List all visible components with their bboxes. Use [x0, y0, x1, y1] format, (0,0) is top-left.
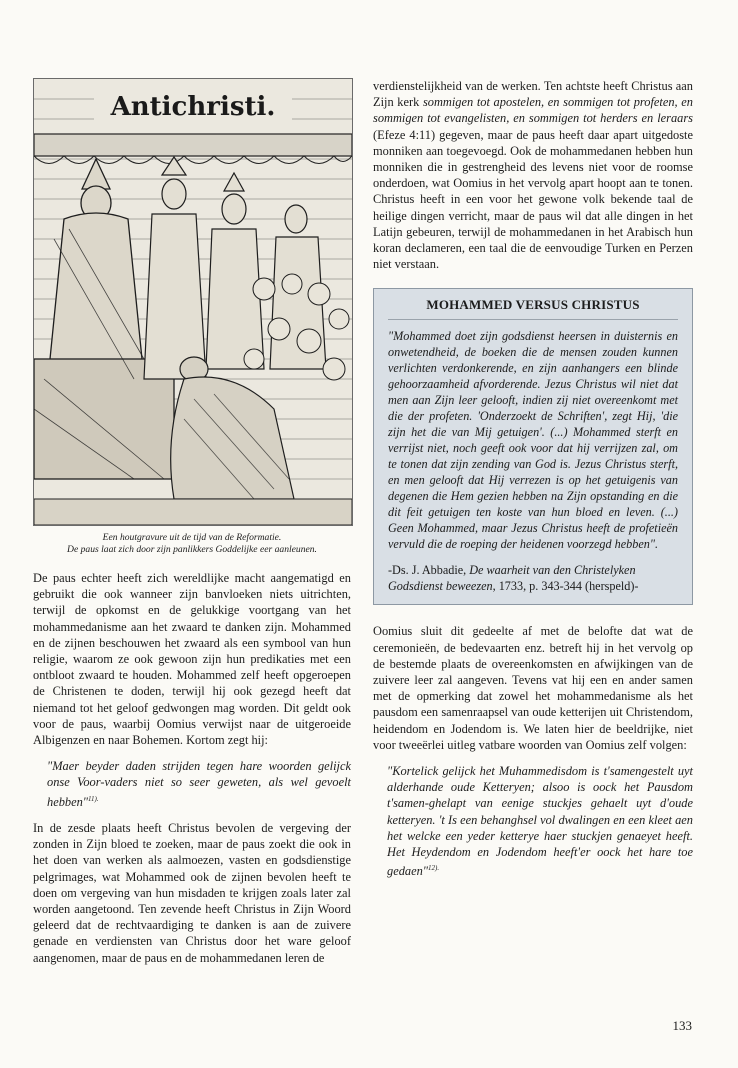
footnote-ref-12: 12).: [427, 864, 440, 873]
oomius-quote-1: [33, 758, 351, 810]
page-number: 133: [672, 1018, 692, 1033]
woodcut-illustration: [34, 79, 352, 525]
woodcut-title: Antichristi.: [110, 92, 276, 122]
figure-caption: [33, 532, 351, 556]
citation-details: , 1733, p. 343-344 (herspeld)-: [492, 579, 639, 594]
left-paragraph-1: De paus echter heeft zich wereldlijke macht aangematigd en gebruikt die ook wanneer zijn banvloeken niets uitrichten, terwijl de opkomst en de gelukkige voortgang van het mohammedanisme aan het zwaard te danken zijn. Mohammed en de zijnen beschouwen het zwaard als een symbool van hun religie, waarom ze ook gewoon zijn hun predikaties met een ontbloot zwaard te houden. Mohammed zelf heeft opgeroepen de Christenen te doden, terwijl hij ook gezegd heeft dat niemand tot het geloof gedwongen mag worden. Dit geldt ook voor de paus, waarbij Oomius verwijst naar de uitgeroeide Albigenzen en naar Bohemen. Kortom zegt hij:: [33, 571, 351, 748]
caption-line-2: De paus laat zich door zijn panlikkers Goddelijke eer aanleunen.: [67, 544, 317, 555]
right-column: [373, 78, 693, 890]
footnote-ref-11: 11).: [87, 794, 99, 803]
citation-author: -Ds. J. Abbadie,: [388, 563, 470, 578]
quote-2-text: "Kortelick gelijck het Muhammedisdom is t'samengestelt uyt alderhande oude Ketteryen; alsoo is oock het Pausdom t'samen-ghelapt van eenige stuckjes gehaelt uyt d'oude ketteryen. 't Is een behanghsel vol dwalingen en een kleet aen het welcke een yeder ketterye haer stuckjen genaeyet heeft. Het Heydendom en Jodendom heeft'er oock het hare toe gedaen": [387, 764, 693, 879]
right-p1-part-a: verdienstelijkheid van de werken. Ten achtste heeft Christus aan Zijn kerk: [373, 79, 693, 110]
citation-title: De waarheit van den Christelyken Godsdienst beweezen: [388, 563, 636, 594]
right-paragraph-2: Oomius sluit dit gedeelte af met de belofte dat wat de ceremonieën, de bedevaarten enz. betreft hij in het vervolg op de bestemde plaats de overeenkomsten en afwijkingen van de zuivere leer zal aangeven. Tevens vat hij een en ander samen met de opmerking dat zowel het mohammedanisme als het pausdom een samenraapsel van oude ketterijen uit Christendom, heidendom en Jodendom is. We laten hier de beeldrijke, niet voor tweeërlei uitleg vatbare woorden van Oomius zelf volgen:: [373, 624, 693, 752]
caption-line-1: Een houtgravure uit de tijd van de Reformatie.: [102, 532, 282, 543]
quote-1-text: "Maer beyder daden strijden tegen hare woorden gelijck onse Voor-vaders niet so seer geweten, als wel gevoelt hebben": [47, 759, 351, 809]
right-paragraph-1: [373, 78, 693, 272]
left-column: [33, 78, 351, 976]
box-title: MOHAMMED VERSUS CHRISTUS: [388, 297, 678, 320]
right-p1-part-b: (Efeze 4:11) gegeven, maar de paus heeft daar apart uitgedoste monniken aan toegevoegd. Ook de mohammedanen hebben hun monniken die in gestrengheid des levens niet voor de roomse onderdoen, wat Oomius in het vervolg apart hoopt aan te tonen. Christus heeft in een voor het gewone volk bekende taal de heilige dingen verricht, maar de paus wil dat alle dingen in het Latijn gebeuren, terwijl de mohammedanen in het Arabisch hun koran declameren, een taal die de eenvoudige Turken en Perzen niet verstaan.: [373, 127, 693, 272]
woodcut-figure: [33, 78, 353, 526]
box-quote: "Mohammed doet zijn godsdienst heersen in duisternis en onwetendheid, de boeken die de mensen zouden kunnen verlichten verdonkerende, en zijn aanhangers een blinde gehoorzaamheid afvorderende. Jezus Christus wil niet dat men aan Zijn leer gelooft, indien zij niet overeenkomt met die der profeten. 'Onderzoekt de Schriften', zegt Hij, 'die zijn het die van Mij getuigen'. (...) Mohammed sterft en verrijst niet, noch geeft ook voor dat hij verrijzen zal, om te tonen dat zijn zending van God is. Jezus Christus sterft, en men gelooft dat Hij verrezen is op het getuigenis van degenen die Hem gezien hebben na Zijn opstanding en die dit feit getuigen ten koste van hun bloed en leven. (...) Geen Mohammed, maar Jezus Christus heeft de profetieën vervuld die de roeping der heidenen voorzegd hebben".: [388, 329, 678, 552]
left-paragraph-2: In de zesde plaats heeft Christus bevolen de vergeving der zonden in Zijn bloed te zoeken, maar de paus zoekt die ook in het doen van werken als aalmoezen, vasten en godsdienstige pelgrimages, wat Mohammed ook de zijnen bevolen heeft te doen om vergeving van hun misdaden te krijgen zoals later zal worden aangetoond. Ten zevende heeft Christus in Zijn Woord geleerd dat de rechtvaardiging te danken is aan de zuivere genade en verdiensten van Christus door het ware geloof aangenomen, maar de paus en de mohammedanen leren de: [33, 820, 351, 965]
sidebar-box: [373, 288, 693, 605]
right-p1-italic: sommigen tot apostelen, en sommigen tot profeten, en sommigen tot evangelisten, en sommigen tot herders en leraars: [373, 95, 693, 126]
oomius-quote-2: [373, 763, 693, 880]
box-citation: [388, 562, 678, 594]
